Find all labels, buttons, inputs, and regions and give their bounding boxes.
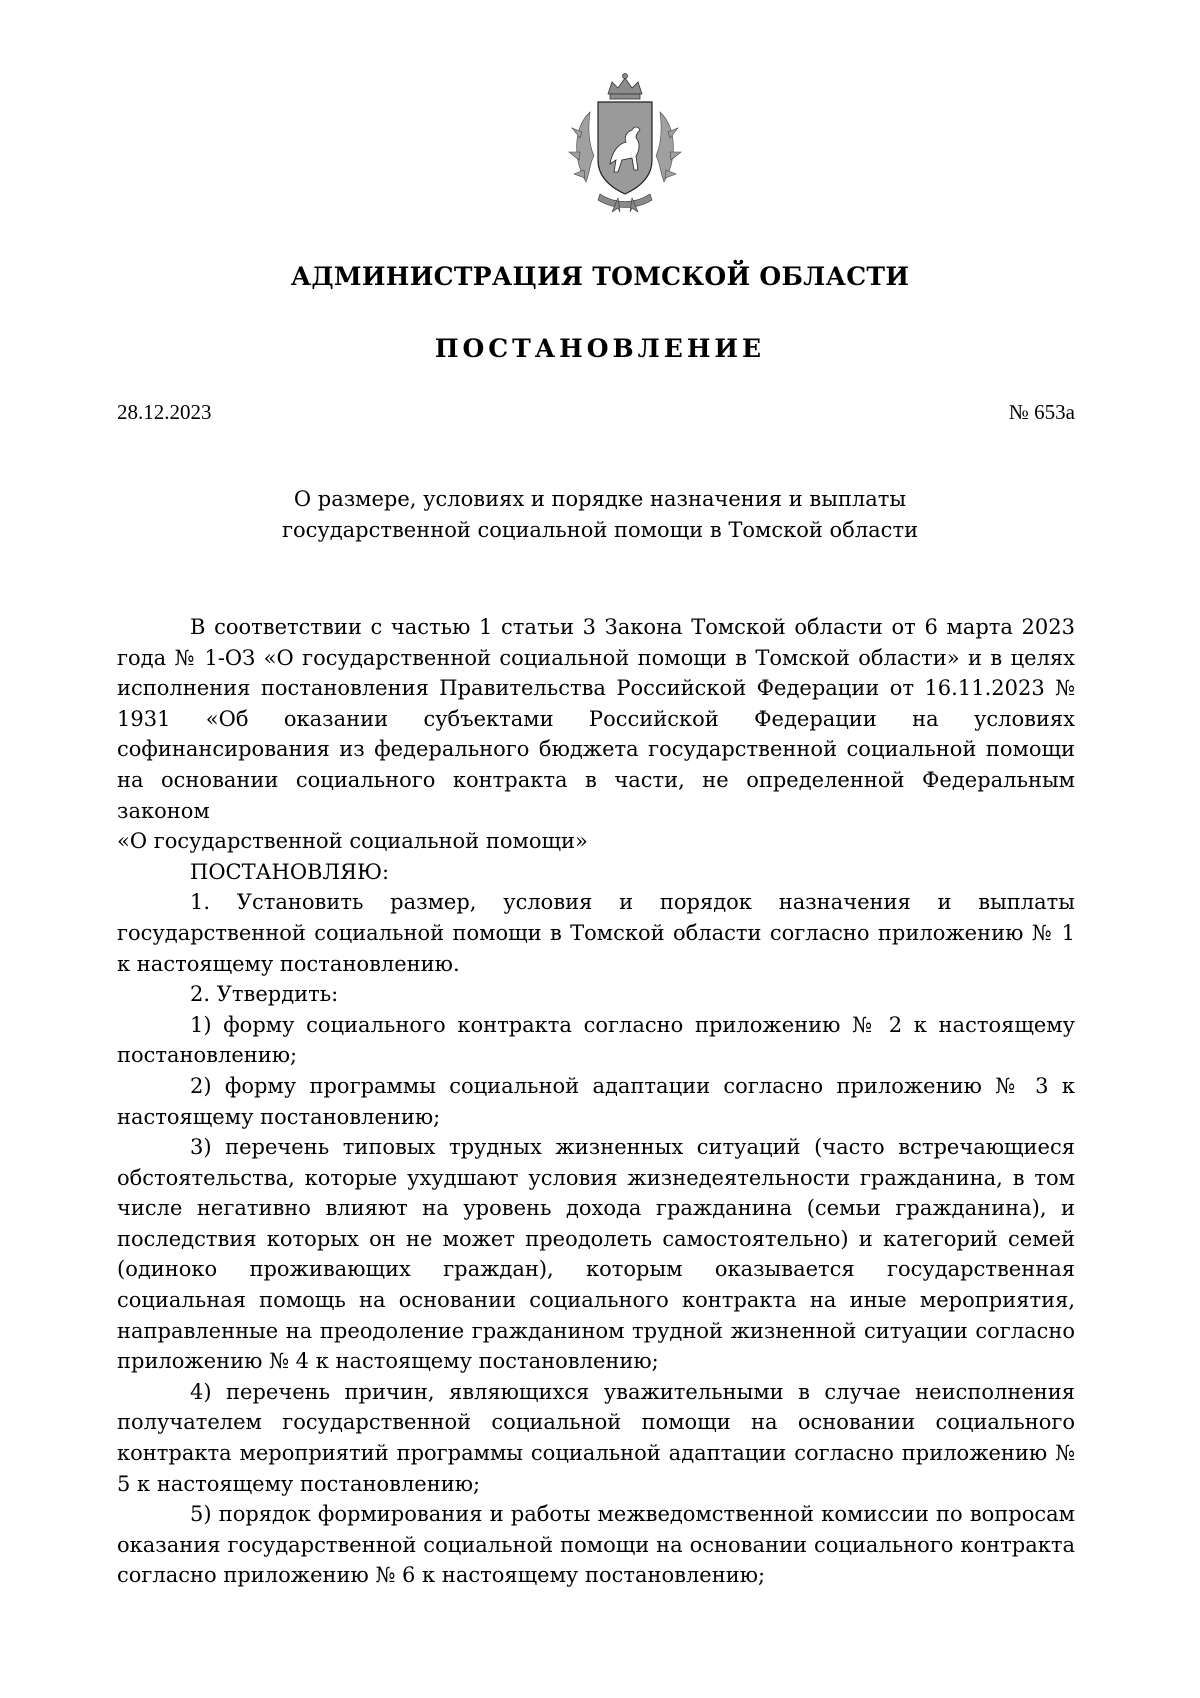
- document-type: ПОСТАНОВЛЕНИЕ: [434, 334, 766, 363]
- preamble-paragraph-end: «О государственной социальной помощи»: [117, 829, 588, 854]
- subject-line-2: государственной социальной помощи в Томской области: [281, 518, 919, 542]
- document-subject: [0, 484, 1200, 546]
- subclause-2: 2) форму программы социальной адаптации согласно приложению № 3 к настоящему постановлению;: [117, 1073, 1075, 1129]
- clause-1: 1. Установить размер, условия и порядок назначения и выплаты государственной социальной помощи в Томской области согласно приложению № 1 к настоящему постановлению.: [117, 890, 1075, 976]
- document-number: № 653а: [1008, 400, 1075, 424]
- preamble-paragraph: В соответствии с частью 1 статьи 3 Закона Томской области от 6 марта 2023 года № 1-ОЗ «О государственной социальной помощи в Томской области» и в целях исполнения постановления Правительства Российской Федерации от 16.11.2023 № 1931 «Об оказании субъектами Российской Федерации на условиях софинансирования из федерального бюджета государственной социальной помощи на основании социального контракта в части, не определенной Федеральным законом: [117, 615, 1075, 823]
- document-date: 28.12.2023: [117, 400, 212, 424]
- subclause-3: 3) перечень типовых трудных жизненных ситуаций (часто встречающиеся обстоятельства, которые ухудшают условия жизнедеятельности гражданина, в том числе негативно влияют на уровень дохода гражданина (семьи гражданина), и последствия которых он не может преодолеть самостоятельно) и категорий семей (одиноко проживающих граждан), которым оказывается государственная социальная помощь на основании социального контракта на иные мероприятия, направленные на преодоление гражданином трудной жизненной ситуации согласно приложению № 4 к настоящему постановлению;: [117, 1135, 1075, 1374]
- decree-word: ПОСТАНОВЛЯЮ:: [190, 859, 390, 884]
- coat-of-arms: [560, 72, 690, 212]
- subclause-1: 1) форму социального контракта согласно приложению № 2 к настоящему постановлению;: [117, 1012, 1075, 1068]
- document-body: [117, 612, 1075, 1591]
- subject-line-1: О размере, условиях и порядке назначения и выплаты: [293, 487, 907, 511]
- clause-2: 2. Утвердить:: [190, 982, 339, 1007]
- tomsk-oblast-coat-of-arms-icon: [560, 72, 690, 212]
- subclause-4: 4) перечень причин, являющихся уважительными в случае неисполнения получателем государственной социальной помощи на основании социального контракта мероприятий программы социальной адаптации согласно приложению № 5 к настоящему постановлению;: [117, 1379, 1075, 1496]
- organization-name: АДМИНИСТРАЦИЯ ТОМСКОЙ ОБЛАСТИ: [290, 262, 910, 291]
- date-number-row: [117, 400, 1075, 425]
- subclause-5: 5) порядок формирования и работы межведомственной комиссии по вопросам оказания государственной социальной помощи на основании социального контракта согласно приложению № 6 к настоящему постановлению;: [117, 1502, 1075, 1588]
